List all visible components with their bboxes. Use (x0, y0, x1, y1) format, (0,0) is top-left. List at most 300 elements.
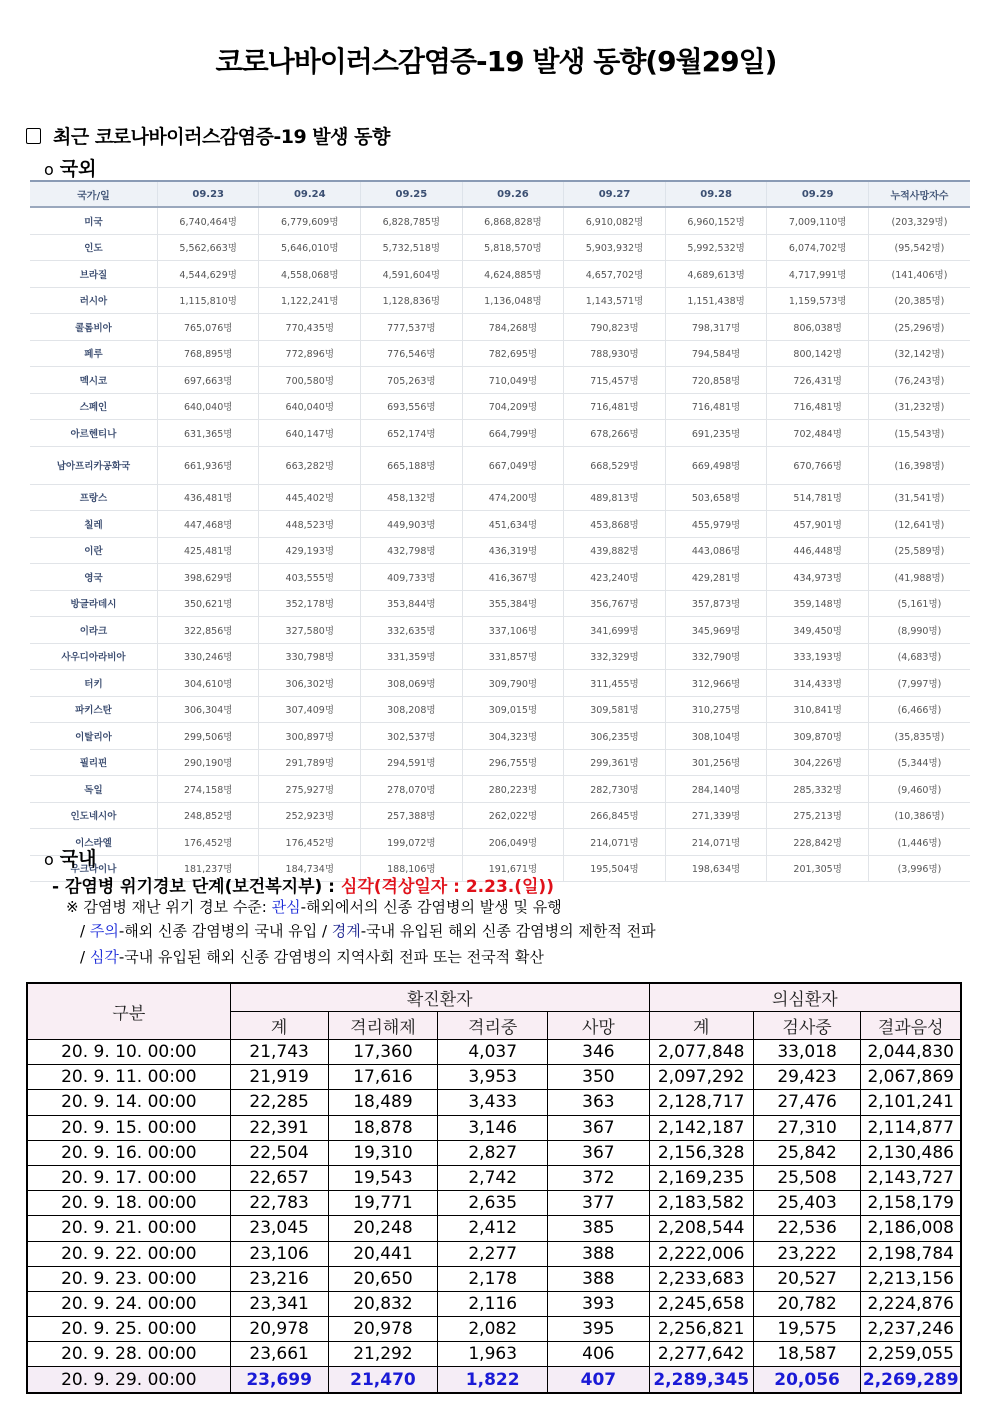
confirmed-count-cell: 640,147명 (259, 420, 361, 447)
confirmed-count-cell: 278,070명 (361, 776, 463, 803)
negative-cell: 2,224,876 (861, 1291, 961, 1316)
confirmed-count-cell: 665,188명 (361, 446, 463, 484)
confirmed-count-cell: 4,544,629명 (157, 261, 259, 288)
level-serious: 심각 (89, 948, 119, 966)
confirmed-count-cell: 6,740,464명 (157, 207, 259, 234)
confirmed-count-cell: 457,901명 (767, 511, 869, 538)
testing-cell: 33,018 (753, 1040, 861, 1065)
date-cell: 20. 9. 29. 00:00 (27, 1367, 230, 1393)
crisis-alert-line (52, 872, 554, 897)
suspected-total-cell: 2,077,848 (649, 1040, 753, 1065)
confirmed-count-cell: 668,529명 (564, 446, 666, 484)
testing-cell: 20,527 (753, 1266, 861, 1291)
negative-cell: 2,259,055 (861, 1342, 961, 1367)
date-cell: 20. 9. 21. 00:00 (27, 1216, 230, 1241)
released-cell: 20,441 (328, 1241, 438, 1266)
confirmed-count-cell: 640,040명 (157, 393, 259, 420)
cumulative-deaths-cell: (9,460명) (868, 776, 970, 803)
confirmed-count-cell: 333,193명 (767, 643, 869, 670)
confirmed-count-cell: 176,452명 (259, 829, 361, 856)
confirmed-count-cell: 445,402명 (259, 484, 361, 511)
confirmed-count-cell: 262,022명 (462, 802, 564, 829)
isolated-cell: 2,082 (438, 1317, 548, 1342)
confirmed-count-cell: 446,448명 (767, 537, 869, 564)
confirmed-count-cell: 1,128,836명 (361, 287, 463, 314)
confirmed-count-cell: 784,268명 (462, 314, 564, 341)
confirmed-count-cell: 716,481명 (767, 393, 869, 420)
country-row (30, 776, 970, 803)
country-name: 이탈리아 (30, 723, 157, 750)
confirmed-count-cell: 331,857명 (462, 643, 564, 670)
date-header: 09.28 (665, 181, 767, 207)
date-header: 09.26 (462, 181, 564, 207)
negative-cell: 2,067,869 (861, 1065, 961, 1090)
isolated-cell: 2,827 (438, 1140, 548, 1165)
confirmed-count-cell: 765,076명 (157, 314, 259, 341)
confirmed-count-cell: 5,732,518명 (361, 234, 463, 261)
confirmed-count-cell: 661,936명 (157, 446, 259, 484)
released-header: 격리해제 (328, 1012, 438, 1040)
table-row (27, 1342, 961, 1367)
confirmed-count-cell: 306,304명 (157, 696, 259, 723)
date-cell: 20. 9. 10. 00:00 (27, 1040, 230, 1065)
international-label: 국외 (59, 158, 97, 180)
table-row (27, 1291, 961, 1316)
suspected-total-cell: 2,277,642 (649, 1342, 753, 1367)
confirmed-count-cell: 307,409명 (259, 696, 361, 723)
cumulative-deaths-cell: (8,990명) (868, 617, 970, 644)
confirmed-count-cell: 206,049명 (462, 829, 564, 856)
deaths-cell: 350 (548, 1065, 650, 1090)
cumulative-deaths-cell: (6,466명) (868, 696, 970, 723)
confirmed-count-cell: 458,132명 (361, 484, 463, 511)
confirmed-count-cell: 4,717,991명 (767, 261, 869, 288)
date-cell: 20. 9. 14. 00:00 (27, 1090, 230, 1115)
released-cell: 19,310 (328, 1140, 438, 1165)
date-header: 09.25 (361, 181, 463, 207)
confirmed-count-cell: 715,457명 (564, 367, 666, 394)
confirmed-count-cell: 1,122,241명 (259, 287, 361, 314)
confirmed-count-cell: 248,852명 (157, 802, 259, 829)
confirmed-count-cell: 312,966명 (665, 670, 767, 697)
confirmed-count-cell: 310,841명 (767, 696, 869, 723)
testing-cell: 27,476 (753, 1090, 861, 1115)
note-prefix: ※ 감염병 재난 위기 경보 수준: (66, 898, 272, 916)
confirmed-total-cell: 23,341 (230, 1291, 328, 1316)
confirmed-count-cell: 345,969명 (665, 617, 767, 644)
country-name: 남아프리카공화국 (30, 446, 157, 484)
section-heading (26, 122, 390, 149)
suspected-total-cell: 2,183,582 (649, 1191, 753, 1216)
confirmed-count-cell: 631,365명 (157, 420, 259, 447)
testing-cell: 25,842 (753, 1140, 861, 1165)
testing-cell: 22,536 (753, 1216, 861, 1241)
negative-cell: 2,237,246 (861, 1317, 961, 1342)
confirmed-count-cell: 228,842명 (767, 829, 869, 856)
confirmed-count-cell: 199,072명 (361, 829, 463, 856)
negative-cell: 2,198,784 (861, 1241, 961, 1266)
country-name: 이란 (30, 537, 157, 564)
confirmed-count-cell: 181,237명 (157, 855, 259, 882)
country-date-header: 국가/일 (30, 181, 157, 207)
confirmed-count-cell: 5,992,532명 (665, 234, 767, 261)
released-cell: 20,832 (328, 1291, 438, 1316)
country-row (30, 261, 970, 288)
confirmed-count-cell: 304,226명 (767, 749, 869, 776)
date-cell: 20. 9. 25. 00:00 (27, 1317, 230, 1342)
confirmed-total-cell: 22,391 (230, 1115, 328, 1140)
deaths-cell: 388 (548, 1266, 650, 1291)
alert-prefix: - 감염병 위기경보 단계(보건복지부) : (52, 877, 341, 897)
country-row (30, 802, 970, 829)
confirmed-count-cell: 652,174명 (361, 420, 463, 447)
country-name: 칠레 (30, 511, 157, 538)
latest-row (27, 1367, 961, 1393)
table-row (27, 1191, 961, 1216)
confirmed-count-cell: 332,329명 (564, 643, 666, 670)
confirmed-count-cell: 6,910,082명 (564, 207, 666, 234)
confirmed-count-cell: 188,106명 (361, 855, 463, 882)
cumulative-deaths-cell: (76,243명) (868, 367, 970, 394)
country-name: 스페인 (30, 393, 157, 420)
confirmed-count-cell: 6,779,609명 (259, 207, 361, 234)
suspected-total-cell: 2,245,658 (649, 1291, 753, 1316)
confirmed-count-cell: 349,450명 (767, 617, 869, 644)
circle-bullet-icon: o (44, 160, 54, 179)
confirmed-count-cell: 776,546명 (361, 340, 463, 367)
confirmed-count-cell: 1,159,573명 (767, 287, 869, 314)
suspected-total-cell: 2,128,717 (649, 1090, 753, 1115)
country-name: 사우디아라비아 (30, 643, 157, 670)
date-header: 09.24 (259, 181, 361, 207)
confirmed-count-cell: 309,581명 (564, 696, 666, 723)
confirmed-total-cell: 23,661 (230, 1342, 328, 1367)
negative-cell: 2,186,008 (861, 1216, 961, 1241)
confirmed-count-cell: 4,591,604명 (361, 261, 463, 288)
date-header: 09.27 (564, 181, 666, 207)
testing-cell: 25,403 (753, 1191, 861, 1216)
confirmed-count-cell: 309,790명 (462, 670, 564, 697)
confirmed-count-cell: 332,635명 (361, 617, 463, 644)
country-name: 멕시코 (30, 367, 157, 394)
note-text: -해외에서의 신종 감염병의 발생 및 유행 (300, 898, 562, 916)
released-cell: 19,771 (328, 1191, 438, 1216)
testing-cell: 19,575 (753, 1317, 861, 1342)
cumulative-deaths-cell: (5,161명) (868, 590, 970, 617)
confirmed-count-cell: 301,256명 (665, 749, 767, 776)
confirmed-count-cell: 664,799명 (462, 420, 564, 447)
confirmed-count-cell: 788,930명 (564, 340, 666, 367)
country-row (30, 484, 970, 511)
country-row (30, 723, 970, 750)
cumulative-deaths-cell: (41,988명) (868, 564, 970, 591)
confirmed-count-cell: 447,468명 (157, 511, 259, 538)
confirmed-count-cell: 432,798명 (361, 537, 463, 564)
cumulative-deaths-cell: (7,997명) (868, 670, 970, 697)
confirmed-count-cell: 294,591명 (361, 749, 463, 776)
deaths-cell: 346 (548, 1040, 650, 1065)
cumulative-deaths-cell: (4,683명) (868, 643, 970, 670)
date-cell: 20. 9. 18. 00:00 (27, 1191, 230, 1216)
country-name: 아르헨티나 (30, 420, 157, 447)
confirmed-count-cell: 322,856명 (157, 617, 259, 644)
confirmed-count-cell: 290,190명 (157, 749, 259, 776)
country-row (30, 749, 970, 776)
confirmed-total-cell: 22,657 (230, 1165, 328, 1190)
confirmed-count-cell: 327,580명 (259, 617, 361, 644)
confirmed-count-cell: 670,766명 (767, 446, 869, 484)
confirmed-count-cell: 449,903명 (361, 511, 463, 538)
confirmed-count-cell: 282,730명 (564, 776, 666, 803)
confirmed-count-cell: 398,629명 (157, 564, 259, 591)
cumulative-deaths-cell: (32,142명) (868, 340, 970, 367)
confirmed-count-cell: 304,610명 (157, 670, 259, 697)
date-cell: 20. 9. 15. 00:00 (27, 1115, 230, 1140)
confirmed-count-cell: 350,621명 (157, 590, 259, 617)
cumulative-deaths-cell: (10,386명) (868, 802, 970, 829)
date-cell: 20. 9. 11. 00:00 (27, 1065, 230, 1090)
cumulative-deaths-cell: (25,589명) (868, 537, 970, 564)
deaths-cell: 372 (548, 1165, 650, 1190)
suspected-total-cell: 2,142,187 (649, 1115, 753, 1140)
country-name: 브라질 (30, 261, 157, 288)
cumulative-deaths-cell: (16,398명) (868, 446, 970, 484)
confirmed-count-cell: 667,049명 (462, 446, 564, 484)
country-name: 미국 (30, 207, 157, 234)
alert-note-line-3 (80, 946, 544, 967)
suspected-total-cell: 2,208,544 (649, 1216, 753, 1241)
confirmed-count-cell: 266,845명 (564, 802, 666, 829)
confirmed-count-cell: 4,657,702명 (564, 261, 666, 288)
confirmed-count-cell: 800,142명 (767, 340, 869, 367)
circle-bullet-icon: o (44, 850, 54, 869)
confirmed-total-cell: 22,504 (230, 1140, 328, 1165)
confirmed-count-cell: 5,818,570명 (462, 234, 564, 261)
confirmed-count-cell: 201,305명 (767, 855, 869, 882)
deaths-cell: 363 (548, 1090, 650, 1115)
country-name: 이라크 (30, 617, 157, 644)
confirmed-group-header: 확진환자 (230, 983, 649, 1012)
confirmed-total-cell: 22,285 (230, 1090, 328, 1115)
table-row (27, 1266, 961, 1291)
confirmed-count-cell: 429,281명 (665, 564, 767, 591)
confirmed-count-cell: 474,200명 (462, 484, 564, 511)
confirmed-count-cell: 782,695명 (462, 340, 564, 367)
confirmed-count-cell: 308,104명 (665, 723, 767, 750)
confirmed-count-cell: 704,209명 (462, 393, 564, 420)
confirmed-count-cell: 1,143,571명 (564, 287, 666, 314)
negative-cell: 2,158,179 (861, 1191, 961, 1216)
cumulative-deaths-cell: (3,996명) (868, 855, 970, 882)
confirmed-count-cell: 726,431명 (767, 367, 869, 394)
table-row (27, 1090, 961, 1115)
deaths-cell: 367 (548, 1140, 650, 1165)
suspected-total-cell: 2,289,345 (649, 1367, 753, 1393)
confirmed-count-cell: 434,973명 (767, 564, 869, 591)
confirmed-count-cell: 416,367명 (462, 564, 564, 591)
note-text: -국내 유입된 해외 신종 감염병의 제한적 전파 (360, 922, 656, 940)
confirmed-count-cell: 453,868명 (564, 511, 666, 538)
confirmed-count-cell: 308,069명 (361, 670, 463, 697)
country-row (30, 207, 970, 234)
confirmed-count-cell: 409,733명 (361, 564, 463, 591)
released-cell: 17,360 (328, 1040, 438, 1065)
confirmed-count-cell: 195,504명 (564, 855, 666, 882)
date-cell: 20. 9. 28. 00:00 (27, 1342, 230, 1367)
released-cell: 20,978 (328, 1317, 438, 1342)
country-name: 인도네시아 (30, 802, 157, 829)
confirmed-count-cell: 309,870명 (767, 723, 869, 750)
confirmed-count-cell: 5,903,932명 (564, 234, 666, 261)
level-alert: 경계 (331, 922, 361, 940)
deaths-cell: 395 (548, 1317, 650, 1342)
deaths-cell: 367 (548, 1115, 650, 1140)
confirmed-count-cell: 330,246명 (157, 643, 259, 670)
cumulative-deaths-header: 누적사망자수 (868, 181, 970, 207)
released-cell: 20,650 (328, 1266, 438, 1291)
isolated-cell: 2,742 (438, 1165, 548, 1190)
confirmed-count-cell: 198,634명 (665, 855, 767, 882)
confirmed-count-cell: 341,699명 (564, 617, 666, 644)
table-row (27, 1040, 961, 1065)
confirmed-count-cell: 716,481명 (665, 393, 767, 420)
confirmed-count-cell: 6,868,828명 (462, 207, 564, 234)
confirmed-count-cell: 337,106명 (462, 617, 564, 644)
deaths-cell: 388 (548, 1241, 650, 1266)
confirmed-count-cell: 678,266명 (564, 420, 666, 447)
deaths-cell: 406 (548, 1342, 650, 1367)
country-row (30, 670, 970, 697)
cumulative-deaths-cell: (20,385명) (868, 287, 970, 314)
confirmed-count-cell: 448,523명 (259, 511, 361, 538)
country-name: 페루 (30, 340, 157, 367)
confirmed-count-cell: 720,858명 (665, 367, 767, 394)
testing-cell: 23,222 (753, 1241, 861, 1266)
confirmed-count-cell: 429,193명 (259, 537, 361, 564)
date-cell: 20. 9. 24. 00:00 (27, 1291, 230, 1316)
confirmed-count-cell: 214,071명 (665, 829, 767, 856)
note-text: -해외 신종 감염병의 국내 유입 / (118, 922, 332, 940)
date-cell: 20. 9. 23. 00:00 (27, 1266, 230, 1291)
country-name: 인도 (30, 234, 157, 261)
confirmed-count-cell: 271,339명 (665, 802, 767, 829)
suspected-total-cell: 2,222,006 (649, 1241, 753, 1266)
cumulative-deaths-cell: (203,329명) (868, 207, 970, 234)
testing-cell: 27,310 (753, 1115, 861, 1140)
confirmed-count-cell: 296,755명 (462, 749, 564, 776)
isolated-cell: 2,178 (438, 1266, 548, 1291)
country-row (30, 446, 970, 484)
released-cell: 21,470 (328, 1367, 438, 1393)
confirmed-count-cell: 304,323명 (462, 723, 564, 750)
date-header: 09.29 (767, 181, 869, 207)
confirmed-count-cell: 790,823명 (564, 314, 666, 341)
released-cell: 20,248 (328, 1216, 438, 1241)
released-cell: 17,616 (328, 1065, 438, 1090)
confirmed-count-cell: 702,484명 (767, 420, 869, 447)
alert-note-line-2 (80, 920, 656, 941)
confirmed-count-cell: 285,332명 (767, 776, 869, 803)
confirmed-count-cell: 4,558,068명 (259, 261, 361, 288)
country-row (30, 829, 970, 856)
country-name: 이스라엘 (30, 829, 157, 856)
confirmed-count-cell: 280,223명 (462, 776, 564, 803)
table-row (27, 1065, 961, 1090)
separator: / (80, 948, 90, 966)
international-table (30, 180, 970, 882)
confirmed-count-cell: 705,263명 (361, 367, 463, 394)
confirmed-count-cell: 1,115,810명 (157, 287, 259, 314)
isolated-cell: 3,146 (438, 1115, 548, 1140)
confirmed-count-cell: 455,979명 (665, 511, 767, 538)
confirmed-count-cell: 772,896명 (259, 340, 361, 367)
confirmed-count-cell: 716,481명 (564, 393, 666, 420)
testing-cell: 18,587 (753, 1342, 861, 1367)
country-row (30, 537, 970, 564)
confirmed-count-cell: 191,671명 (462, 855, 564, 882)
cumulative-deaths-cell: (15,543명) (868, 420, 970, 447)
confirmed-total-cell: 21,919 (230, 1065, 328, 1090)
confirmed-total-cell: 23,045 (230, 1216, 328, 1241)
confirmed-count-cell: 691,235명 (665, 420, 767, 447)
date-cell: 20. 9. 17. 00:00 (27, 1165, 230, 1190)
confirmed-count-cell: 306,302명 (259, 670, 361, 697)
country-name: 러시아 (30, 287, 157, 314)
confirmed-count-cell: 330,798명 (259, 643, 361, 670)
confirmed-count-cell: 252,923명 (259, 802, 361, 829)
alert-level: 심각(격상일자 : 2.23.(일)) (340, 877, 554, 897)
confirmed-count-cell: 353,844명 (361, 590, 463, 617)
confirmed-count-cell: 663,282명 (259, 446, 361, 484)
confirmed-count-cell: 302,537명 (361, 723, 463, 750)
separator: / (80, 922, 90, 940)
confirmed-count-cell: 6,960,152명 (665, 207, 767, 234)
confirmed-count-cell: 403,555명 (259, 564, 361, 591)
confirmed-total-cell: 22,783 (230, 1191, 328, 1216)
confirmed-count-cell: 6,828,785명 (361, 207, 463, 234)
confirmed-count-cell: 798,317명 (665, 314, 767, 341)
suspected-total-cell: 2,256,821 (649, 1317, 753, 1342)
country-row (30, 511, 970, 538)
section-heading-text: 최근 코로나바이러스감염증-19 발생 동향 (53, 126, 390, 148)
deaths-cell: 407 (548, 1367, 650, 1393)
confirmed-count-cell: 357,873명 (665, 590, 767, 617)
isolated-cell: 2,277 (438, 1241, 548, 1266)
suspected-group-header: 의심환자 (649, 983, 961, 1012)
confirmed-total-cell: 21,743 (230, 1040, 328, 1065)
confirmed-count-cell: 275,927명 (259, 776, 361, 803)
confirmed-count-cell: 5,646,010명 (259, 234, 361, 261)
confirmed-count-cell: 514,781명 (767, 484, 869, 511)
confirmed-count-cell: 214,071명 (564, 829, 666, 856)
confirmed-total-cell: 23,106 (230, 1241, 328, 1266)
country-row (30, 696, 970, 723)
negative-cell: 2,143,727 (861, 1165, 961, 1190)
negative-cell: 2,101,241 (861, 1090, 961, 1115)
date-header: 09.23 (157, 181, 259, 207)
confirmed-count-cell: 443,086명 (665, 537, 767, 564)
country-row (30, 393, 970, 420)
confirmed-count-cell: 503,658명 (665, 484, 767, 511)
country-name: 우크라이나 (30, 855, 157, 882)
isolated-header: 격리중 (438, 1012, 548, 1040)
testing-cell: 20,782 (753, 1291, 861, 1316)
testing-cell: 20,056 (753, 1367, 861, 1393)
negative-cell: 2,130,486 (861, 1140, 961, 1165)
cumulative-deaths-cell: (31,541명) (868, 484, 970, 511)
country-name: 필리핀 (30, 749, 157, 776)
document-title: 코로나바이러스감염증-19 발생 동향(9월29일) (215, 45, 777, 78)
